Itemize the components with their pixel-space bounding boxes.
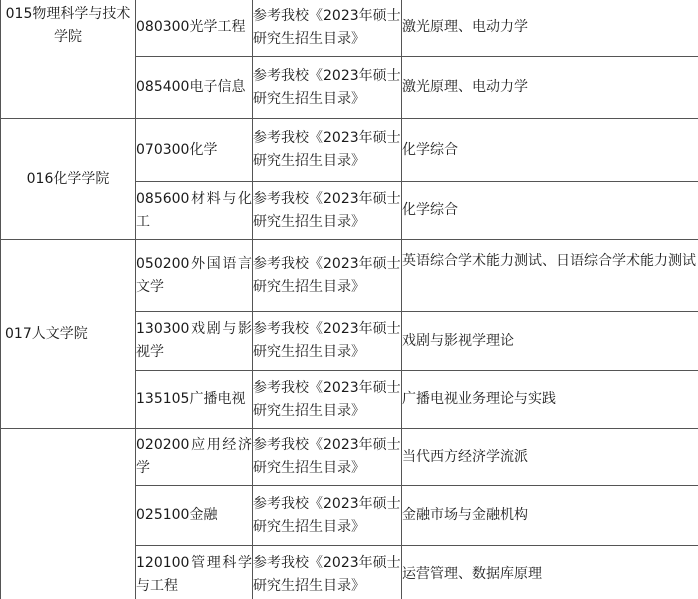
college-cell	[1, 429, 136, 599]
reference-cell: 参考我校《2023年硕士研究生招生目录》	[253, 486, 402, 546]
reference-cell: 参考我校《2023年硕士研究生招生目录》	[253, 240, 402, 312]
exam-subjects-cell: 运营管理、数据库原理	[402, 546, 698, 599]
reference-cell: 参考我校《2023年硕士研究生招生目录》	[253, 429, 402, 486]
major-cell: 085400电子信息	[136, 57, 253, 119]
table-row	[1, 429, 698, 486]
major-cell: 080300光学工程	[136, 0, 253, 57]
exam-subjects-cell: 化学综合	[402, 119, 698, 182]
exam-subjects-cell: 广播电视业务理论与实践	[402, 371, 698, 429]
college-cell: 016化学学院	[1, 119, 136, 240]
major-cell: 025100金融	[136, 486, 253, 546]
reference-cell: 参考我校《2023年硕士研究生招生目录》	[253, 371, 402, 429]
reference-cell: 参考我校《2023年硕士研究生招生目录》	[253, 182, 402, 240]
major-cell: 130300戏剧与影视学	[136, 312, 253, 371]
exam-subjects-cell: 激光原理、电动力学	[402, 57, 698, 119]
major-cell: 135105广播电视	[136, 371, 253, 429]
exam-subjects-cell: 戏剧与影视学理论	[402, 312, 698, 371]
table-row	[1, 119, 698, 182]
reference-cell: 参考我校《2023年硕士研究生招生目录》	[253, 0, 402, 57]
table-row	[1, 0, 698, 57]
reference-cell: 参考我校《2023年硕士研究生招生目录》	[253, 57, 402, 119]
exam-subjects-cell: 激光原理、电动力学	[402, 0, 698, 57]
exam-subjects-cell: 当代西方经济学流派	[402, 429, 698, 486]
reference-cell: 参考我校《2023年硕士研究生招生目录》	[253, 312, 402, 371]
major-cell: 085600材料与化工	[136, 182, 253, 240]
reference-cell: 参考我校《2023年硕士研究生招生目录》	[253, 119, 402, 182]
major-cell: 070300化学	[136, 119, 253, 182]
major-cell: 020200应用经济学	[136, 429, 253, 486]
college-cell: 017人文学院	[1, 240, 136, 429]
major-cell: 050200外国语言文学	[136, 240, 253, 312]
exam-subjects-cell: 金融市场与金融机构	[402, 486, 698, 546]
college-cell: 015物理科学与技术学院	[1, 0, 136, 119]
exam-subjects-cell: 化学综合	[402, 182, 698, 240]
reference-cell: 参考我校《2023年硕士研究生招生目录》	[253, 546, 402, 599]
exam-subjects-cell: 英语综合学术能力测试、日语综合学术能力测试	[402, 240, 698, 312]
table-row	[1, 240, 698, 312]
major-cell: 120100管理科学与工程	[136, 546, 253, 599]
